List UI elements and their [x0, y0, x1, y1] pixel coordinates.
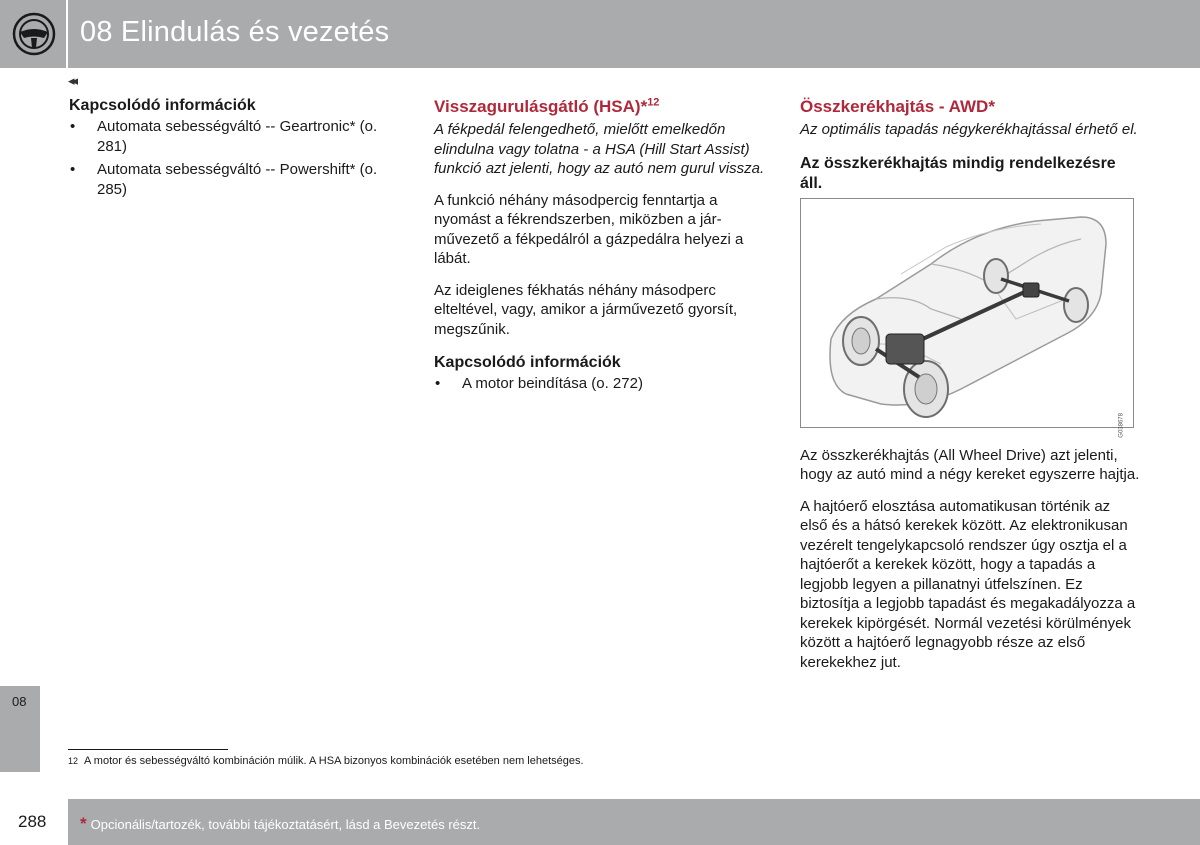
figure-code: G038678 [1119, 412, 1125, 438]
hsa-paragraph-1: A funkció néhány másodpercig fenntartja a nyomást a fékrendszerben, miközben a járművezető a fékpedálról a gázpedálra helyezi a lábát. [434, 191, 744, 267]
awd-section-title: Összkerékhajtás - AWD* [800, 97, 995, 116]
hsa-title-text: Visszagurulásgátló (HSA)* [434, 97, 648, 116]
column-3 [800, 96, 1140, 672]
page-header [0, 0, 1200, 68]
chapter-icon-box [0, 0, 68, 68]
hsa-related-heading: Kapcsolódó információk [434, 354, 621, 371]
chapter-title: 08 Elindulás és vezetés [80, 16, 390, 48]
steering-wheel-icon [12, 12, 56, 56]
car-drivetrain-illustration [801, 199, 1133, 427]
hsa-related-list [434, 374, 769, 394]
list-item[interactable]: • A motor beindítása (o. 272) [434, 374, 769, 394]
list-item[interactable]: • Automata sebességváltó -- Powershift* (o. 285) [69, 160, 399, 199]
hsa-paragraph-2: Az ideiglenes fékhatás néhány másodperc elteltével, vagy, amikor a járművezető gyorsít, megszűnik. [434, 281, 738, 338]
awd-subheading: Az összkerékhajtás mindig rendelkezésre áll. [800, 154, 1116, 192]
footnote-text: A motor és sebességváltó kombináción múlik. A HSA bizonyos kombinációk esetében nem lehetséges. [84, 755, 584, 767]
page-number: 288 [18, 812, 47, 831]
footer-note [80, 814, 480, 834]
awd-lead: Az optimális tapadás négykerékhajtással érhető el. [800, 121, 1138, 138]
footer-note-text: Opcionális/tartozék, további tájékoztatásért, lásd a Bevezetés részt. [90, 817, 481, 832]
awd-paragraph-2: A hajtóerő elosztása automatikusan történik az első és a hátsó kerekek között. Az elektronikusan vezérelt tengelykapcsoló rendszer úgy osztja el a hajtóerőt a kerekek között, hogy a tapadás a legjobb legyen a pillanatnyi útfelszínen. Ez biztosítja a legjobb tapadást és megakadályozza a kerekek kipörgését. Normál vezetési körülmények között a hajtóerő legnagyobb része az első kerekekhez jut. [800, 497, 1136, 671]
related-info-heading: Kapcsolódó információk [69, 97, 256, 114]
list-item[interactable]: • Automata sebességváltó -- Geartronic* (o. 281) [69, 117, 399, 156]
footnote-number: 12 [68, 756, 79, 766]
footnote [68, 755, 584, 767]
awd-car-illustration [800, 198, 1134, 438]
chapter-tab-label: 08 [12, 694, 27, 709]
related-info-list [69, 117, 399, 199]
back-arrows-icon[interactable]: ◂◂ [68, 73, 76, 88]
option-star-icon: * [80, 814, 87, 833]
column-2 [434, 96, 769, 398]
chapter-side-tab[interactable] [0, 686, 40, 772]
column-1 [69, 96, 399, 203]
footnote-rule [68, 749, 228, 750]
awd-paragraph-1: Az összkerékhajtás (All Wheel Drive) azt jelenti, hogy az autó mind a négy kereket egyszerre hajtja. [800, 446, 1140, 483]
hsa-lead: A fékpedál felengedhető, mielőtt emelkedőn elindulna vagy tolatna - a HSA (Hill Start Assist) funkció azt jelenti, hogy az autó nem gurul vissza. [434, 121, 765, 177]
hsa-section-title [434, 96, 769, 118]
footnote-ref[interactable]: 12 [647, 96, 660, 109]
